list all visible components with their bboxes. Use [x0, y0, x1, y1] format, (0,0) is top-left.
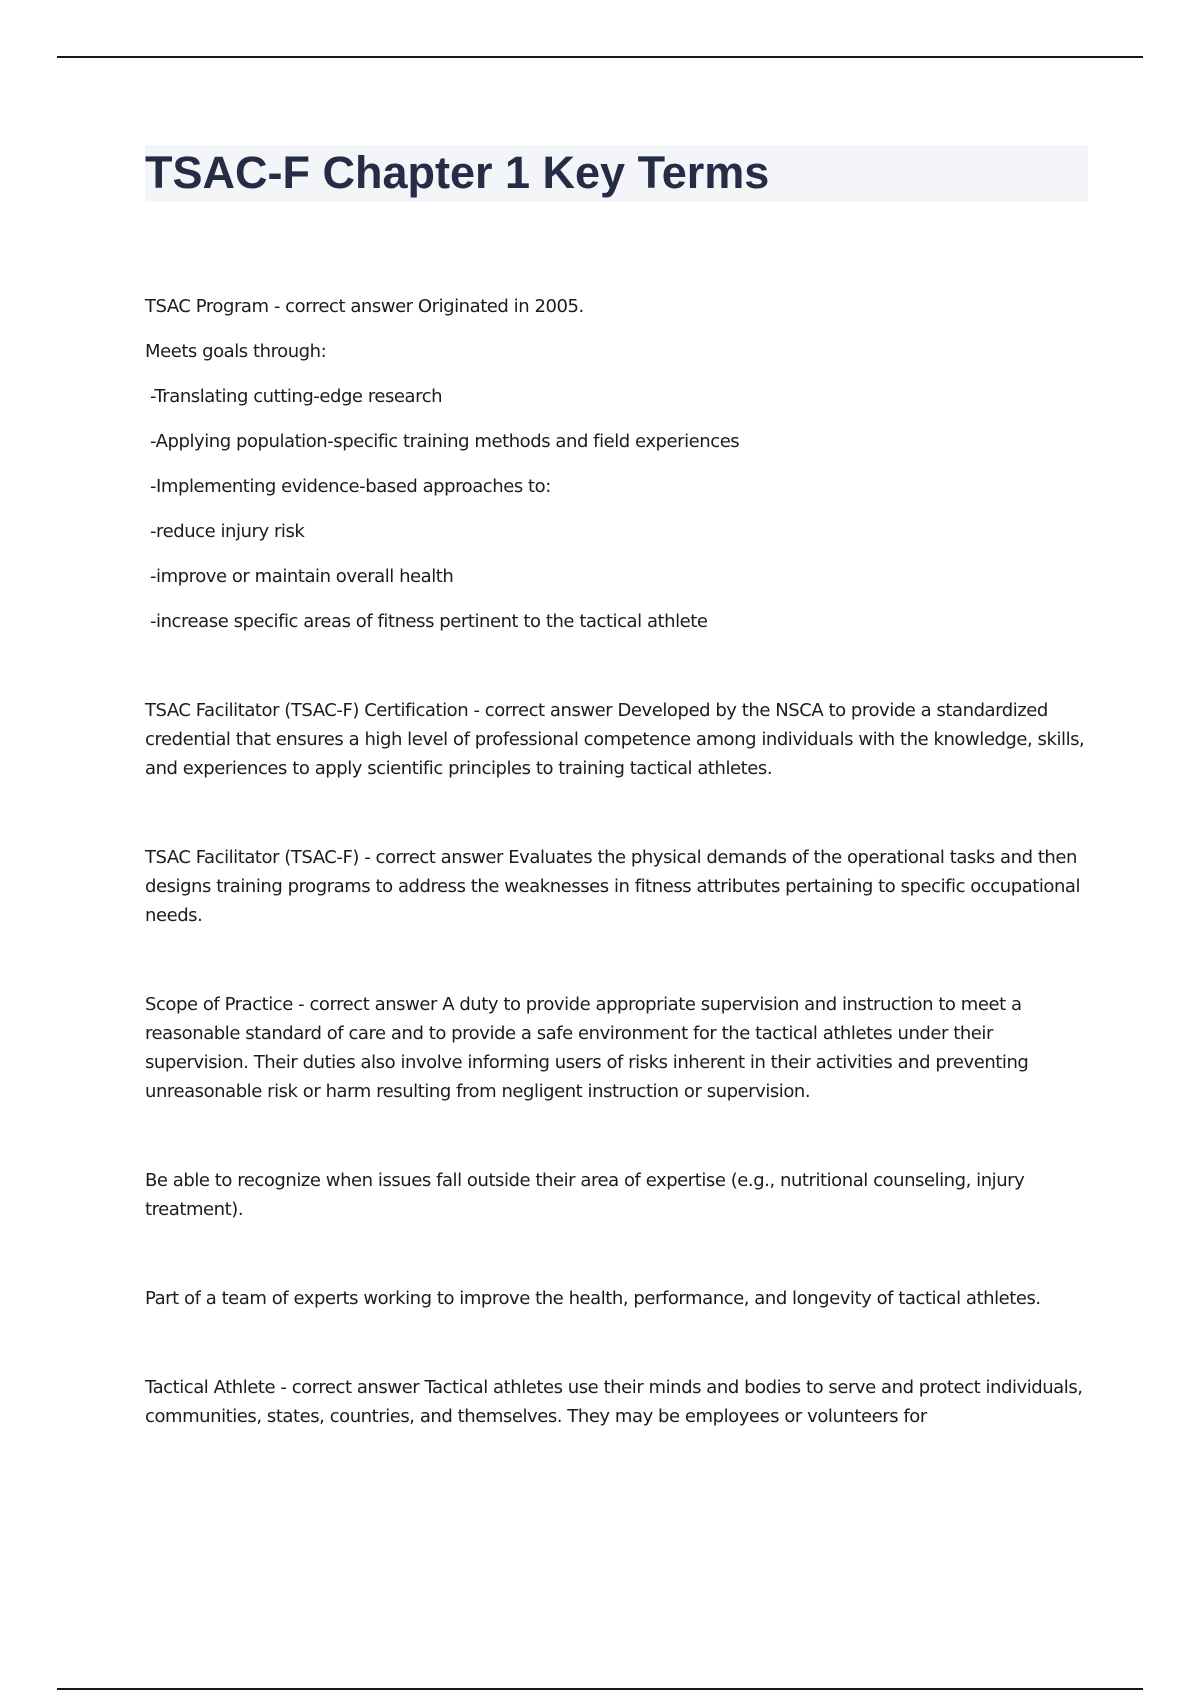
term-tsac-f-certification: TSAC Facilitator (TSAC-F) Certification - correct answer Developed by the NSCA to provide a standardized credential that ensures a high level of professional competence among individuals with the knowledge, skills, and experiences to apply scientific principles to training tactical athletes. — [145, 700, 1085, 779]
list-item: -Implementing evidence-based approaches to: — [150, 476, 551, 497]
term-tactical-athlete: Tactical Athlete - correct answer Tactical athletes use their minds and bodies to serve and protect individuals, communities, states, countries, and themselves. They may be employees or volunteers for — [145, 1377, 1083, 1427]
term-tsac-facilitator: TSAC Facilitator (TSAC-F) - correct answer Evaluates the physical demands of the operational tasks and then designs training programs to address the weaknesses in fitness attributes pertaining to specific occupational needs. — [145, 847, 1081, 926]
document-title: TSAC-F Chapter 1 Key Terms — [145, 147, 770, 198]
list-item: -Translating cutting-edge research — [150, 386, 443, 407]
list-item: -reduce injury risk — [150, 521, 305, 542]
goals-intro: Meets goals through: — [145, 341, 327, 362]
term-scope-of-practice: Scope of Practice - correct answer A duty to provide appropriate supervision and instruction to meet a reasonable standard of care and to provide a safe environment for the tactical athletes under their supervision. Their duties also involve informing users of risks inherent in their activities and preventing unreasonable risk or harm resulting from negligent instruction or supervision. — [145, 994, 1029, 1102]
list-item: -improve or maintain overall health — [150, 566, 454, 587]
footer-rule — [57, 1688, 1143, 1690]
document-body — [145, 292, 1095, 1447]
scope-expertise-note: Be able to recognize when issues fall outside their area of expertise (e.g., nutritional counseling, injury treatment). — [145, 1170, 1025, 1220]
scope-team-note: Part of a team of experts working to improve the health, performance, and longevity of tactical athletes. — [145, 1288, 1041, 1309]
header-rule — [57, 56, 1143, 58]
list-item: -Applying population-specific training methods and field experiences — [150, 431, 740, 452]
term-tsac-program: TSAC Program - correct answer Originated in 2005. — [145, 296, 584, 317]
list-item: -increase specific areas of fitness pertinent to the tactical athlete — [150, 611, 708, 632]
